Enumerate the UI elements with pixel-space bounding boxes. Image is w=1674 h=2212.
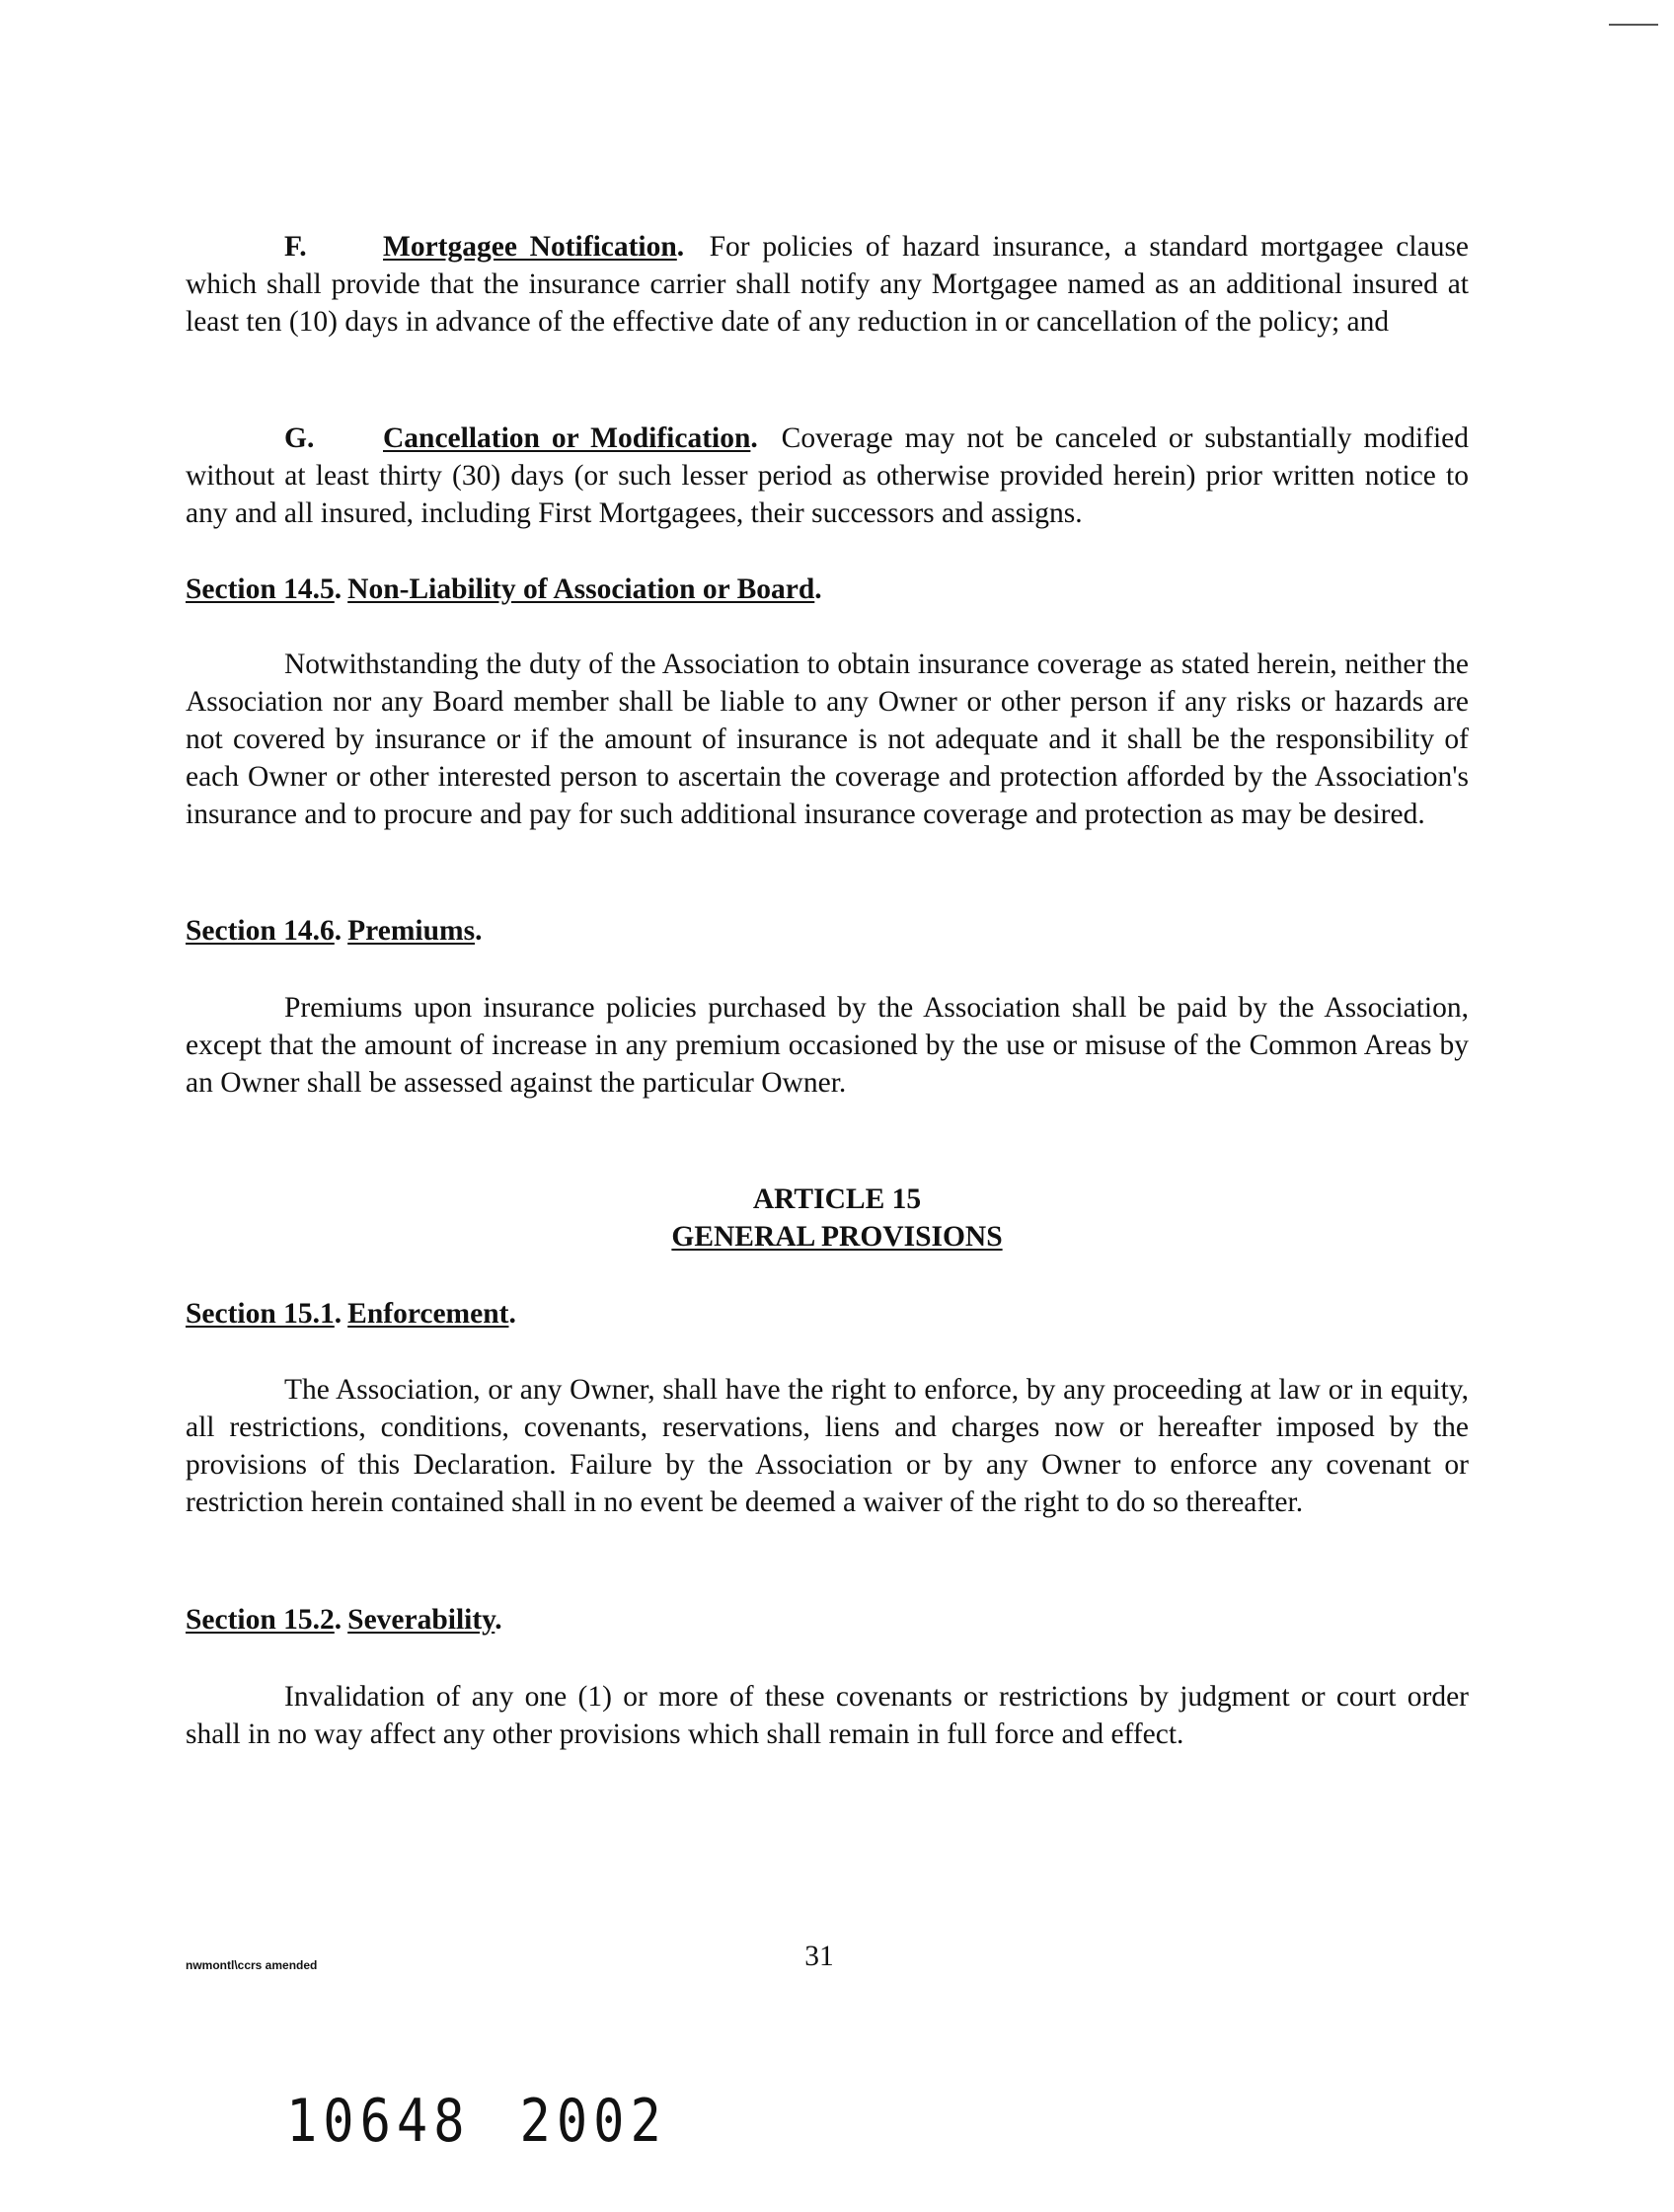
item-f-title: Mortgagee Notification xyxy=(383,231,677,263)
item-f-letter: F. xyxy=(284,231,307,263)
section-15-1-number: Section 15.1 xyxy=(186,1298,335,1330)
item-g-letter: G. xyxy=(284,422,315,454)
footer-file-label: nwmontl\ccrs amended xyxy=(186,1958,318,1972)
section-15-2-body: Invalidation of any one (1) or more of these covenants or restrictions by judgment or court order shall in no way affect any other provisions which shall remain in full force and effect. xyxy=(186,1681,1469,1750)
article-15-label: ARTICLE 15 xyxy=(752,1183,922,1215)
section-14-5-title: Non-Liability of Association or Board xyxy=(347,573,815,605)
recording-stamp-year: 2002 xyxy=(519,2088,667,2156)
page-number: 31 xyxy=(804,1941,834,1972)
section-14-6-title: Premiums xyxy=(347,915,476,947)
section-15-1-title: Enforcement xyxy=(347,1298,509,1330)
item-f-text: For policies of hazard insurance, a standard mortgagee clause which shall provide that the insurance carrier shall notify any Mortgagee named as an additional insured at least ten (10) days in advance of the effective date of any reduction in or cancellation of the policy; and xyxy=(186,231,1470,338)
article-15-heading xyxy=(0,1181,1674,1256)
item-g-title: Cancellation or Modification xyxy=(383,422,751,454)
section-14-5-heading: Section 14.5. Non-Liability of Association or Board. xyxy=(186,573,822,605)
section-15-1-heading: Section 15.1. Enforcement. xyxy=(186,1298,516,1330)
section-14-5-body: Notwithstanding the duty of the Association to obtain insurance coverage as stated herein, neither the Association nor any Board member shall be liable to any Owner or other person if any risks or hazards are not covered by insurance or if the amount of insurance is not adequate and it shall be the responsibility of each Owner or other interested person to ascertain the coverage and protection afforded by the Association's insurance and to procure and pay for such additional insurance coverage and protection as may be desired. xyxy=(186,648,1469,830)
item-f-paragraph: F. Mortgagee Notification. For policies of hazard insurance, a standard mortgagee clause which shall provide that the insurance carrier shall notify any Mortgagee named as an additional insured at least ten (10) days in advance of the effective date of any reduction in or cancellation of the policy; and xyxy=(186,228,1469,341)
item-g-text: Coverage may not be canceled or substantially modified without at least thirty (30) days (or such lesser period as otherwise provided herein) prior written notice to any and all insured, including First Mortgagees, their successors and assigns. xyxy=(186,422,1470,529)
section-14-6-heading: Section 14.6. Premiums. xyxy=(186,915,483,947)
section-15-2-number: Section 15.2 xyxy=(186,1604,335,1636)
section-14-6-number: Section 14.6 xyxy=(186,915,335,947)
recording-stamp xyxy=(286,2088,667,2156)
section-15-2-title: Severability xyxy=(347,1604,495,1636)
section-14-5-number: Section 14.5 xyxy=(186,573,335,605)
recording-stamp-book: 10648 xyxy=(286,2088,471,2156)
article-15-title: GENERAL PROVISIONS xyxy=(671,1221,1003,1253)
item-g-paragraph: G. Cancellation or Modification. Coverage may not be canceled or substantially modified without at least thirty (30) days (or such lesser period as otherwise provided herein) prior written notice to any and all insured, including First Mortgagees, their successors and assigns. xyxy=(186,420,1469,532)
section-14-6-body: Premiums upon insurance policies purchased by the Association shall be paid by the Association, except that the amount of increase in any premium occasioned by the use or misuse of the Common Areas by an Owner shall be assessed against the particular Owner. xyxy=(186,992,1469,1099)
section-15-2-heading: Section 15.2. Severability. xyxy=(186,1604,502,1636)
section-15-1-body: The Association, or any Owner, shall have the right to enforce, by any proceeding at law or in equity, all restrictions, conditions, covenants, reservations, liens and charges now or hereafter imposed by the provisions of this Declaration. Failure by the Association or by any Owner to enforce any covenant or restriction herein contained shall in no event be deemed a waiver of the right to do so thereafter. xyxy=(186,1374,1469,1518)
scan-mark-top-right xyxy=(1609,24,1658,26)
